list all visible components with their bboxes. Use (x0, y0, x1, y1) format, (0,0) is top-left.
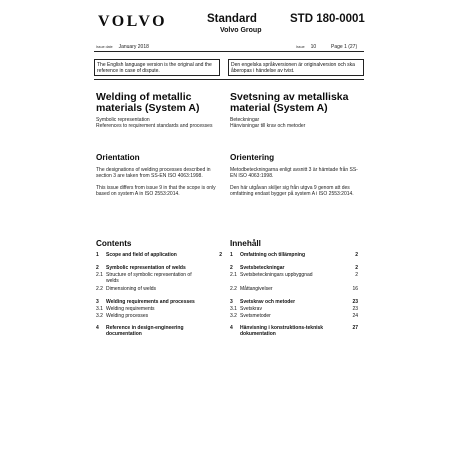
toc-entry (96, 252, 222, 258)
standard-label: Standard (207, 13, 257, 25)
orientation-paragraph-english-2: This issue differs from issue 9 in that the scope is only based on system A in ISO 2553:2014. (96, 185, 216, 198)
toc-entry-number: 1 (230, 252, 233, 258)
standard-number: STD 180-0001 (290, 13, 365, 25)
toc-entry (96, 299, 195, 305)
toc-entry-number: 2 (230, 265, 233, 271)
subtitle-line: Symbolic representation (96, 117, 150, 123)
title-swedish: Svetsning av metalliska material (System A) (230, 91, 349, 114)
subtitle-line: Hänvisningar till krav och metoder (230, 123, 306, 129)
toc-entry-number: 3 (230, 299, 233, 305)
toc-entry (96, 331, 142, 337)
issue-date-label: Issue date (96, 45, 113, 49)
toc-entry-number: 2.2 (96, 286, 103, 292)
toc-entry-title: welds (106, 278, 119, 284)
toc-entry-page: 2 (355, 252, 358, 258)
toc-entry-number: 3 (96, 299, 99, 305)
notes-divider (94, 79, 364, 80)
toc-entry-title: Welding processes (106, 313, 149, 319)
toc-entry-number (230, 331, 240, 337)
toc-entry-title: Svetsmetoder (240, 313, 271, 319)
toc-entry-page: 2 (219, 252, 222, 258)
note-swedish: Den engelska språkversionen är originalversion och ska åberopas i händelse av tvist. (228, 59, 364, 76)
orientation-paragraph-english-1: The designations of welding processes described in section 3 are taken from SS-EN ISO 4063:1998. (96, 167, 211, 180)
toc-entry-title: Omfattning och tillämpning (240, 252, 305, 258)
toc-entry-title: Symbolic representation of welds (106, 265, 186, 271)
toc-entry-number (96, 278, 106, 284)
toc-entry (230, 299, 358, 305)
toc-entry-title: dokumentation (240, 331, 276, 337)
issue-value: 10 (310, 44, 317, 50)
page-number (331, 44, 357, 50)
toc-entry (230, 306, 358, 312)
toc-entry-number: 3.2 (230, 313, 237, 319)
toc-entry-title: Svetsbeteckningars uppbyggnad (240, 272, 313, 278)
toc-entry-title: Hänvisning i konstruktions-teknisk (240, 325, 324, 331)
toc-entry-number: 3.2 (96, 313, 103, 319)
toc-entry-title: Structure of symbolic representation of (106, 272, 192, 278)
toc-entry-number: 2.2 (230, 286, 237, 292)
toc-entry-title: Svetskrav och metoder (240, 299, 296, 305)
issue-label: Issue (296, 45, 305, 49)
orientation-paragraph-swedish-2: Den här utgåvan skiljer sig från utgva 9 genom att des omfattning endast bygger på system A i ISO 2553:2014. (230, 185, 354, 198)
toc-entry (230, 313, 358, 319)
contents-heading-swedish: Innehåll (230, 239, 261, 248)
toc-entry-number: 2 (96, 265, 99, 271)
toc-entry-title: Scope and field of application (106, 252, 177, 258)
toc-entry-number: 3.1 (96, 306, 103, 312)
toc-entry (96, 306, 155, 312)
english-column (96, 92, 222, 129)
toc-entry-title: Svetsbeteckningar (240, 265, 285, 271)
issue-date (96, 44, 149, 50)
toc-entry-title: Welding requirements (106, 306, 155, 312)
contents-heading-english: Contents (96, 239, 132, 248)
toc-entry (230, 272, 358, 278)
page-value: Page 1 (27) (331, 44, 358, 50)
toc-entry (230, 265, 358, 271)
swedish-column (230, 92, 364, 129)
toc-entry (230, 252, 358, 258)
toc-entry-title: Svetskrav (240, 306, 262, 312)
toc-entry-page: 23 (352, 299, 358, 305)
toc-entry-title: Welding requirements and processes (106, 299, 195, 305)
table-of-contents-swedish (230, 252, 358, 352)
subtitle-line: Beteckningar (230, 117, 260, 123)
title-english: Welding of metallic materials (System A) (96, 91, 200, 114)
toc-entry-number: 2.1 (230, 272, 237, 278)
header-divider (94, 51, 364, 52)
toc-entry-number: 2.1 (96, 272, 103, 278)
toc-entry-title: Dimensioning of welds (106, 286, 157, 292)
toc-entry-number: 3.1 (230, 306, 237, 312)
orientation-paragraph-swedish-1: Metodbeteckningarna enligt avsnitt 3 är hämtade från SS-EN ISO 4063:1998. (230, 167, 358, 180)
subtitle-line: References to requirement standards and processes (96, 123, 213, 129)
toc-entry-number (96, 331, 106, 337)
toc-entry-number: 4 (96, 325, 99, 331)
toc-entry-number: 4 (230, 325, 233, 331)
toc-entry-title: documentation (106, 331, 142, 337)
toc-entry (96, 313, 148, 319)
toc-entry-title: Reference in design-engineering (106, 325, 184, 331)
issue-number (296, 44, 316, 50)
toc-entry-title: Måttangivelser (240, 286, 273, 292)
toc-entry-page: 24 (352, 313, 358, 319)
toc-entry (230, 286, 358, 292)
table-of-contents-english (96, 252, 226, 352)
toc-entry (96, 265, 186, 271)
toc-entry-page: 23 (352, 306, 358, 312)
toc-entry-page: 2 (355, 272, 358, 278)
volvo-logo: VOLVO (98, 13, 168, 30)
orientation-heading-swedish: Orientering (230, 153, 275, 162)
note-english: The English language version is the original and the reference in case of dispute. (94, 59, 220, 76)
subtitle-swedish (230, 117, 364, 129)
group-label: Volvo Group (220, 27, 262, 34)
toc-entry (96, 286, 156, 292)
orientation-heading-english: Orientation (96, 153, 140, 162)
toc-entry-page: 2 (355, 265, 358, 271)
toc-entry-page: 16 (352, 286, 358, 292)
subtitle-english (96, 117, 222, 129)
issue-date-value: January 2018 (118, 44, 149, 50)
toc-entry-number: 1 (96, 252, 99, 258)
toc-entry-page: 27 (352, 325, 358, 331)
toc-entry (230, 331, 276, 337)
toc-entry (96, 278, 119, 284)
